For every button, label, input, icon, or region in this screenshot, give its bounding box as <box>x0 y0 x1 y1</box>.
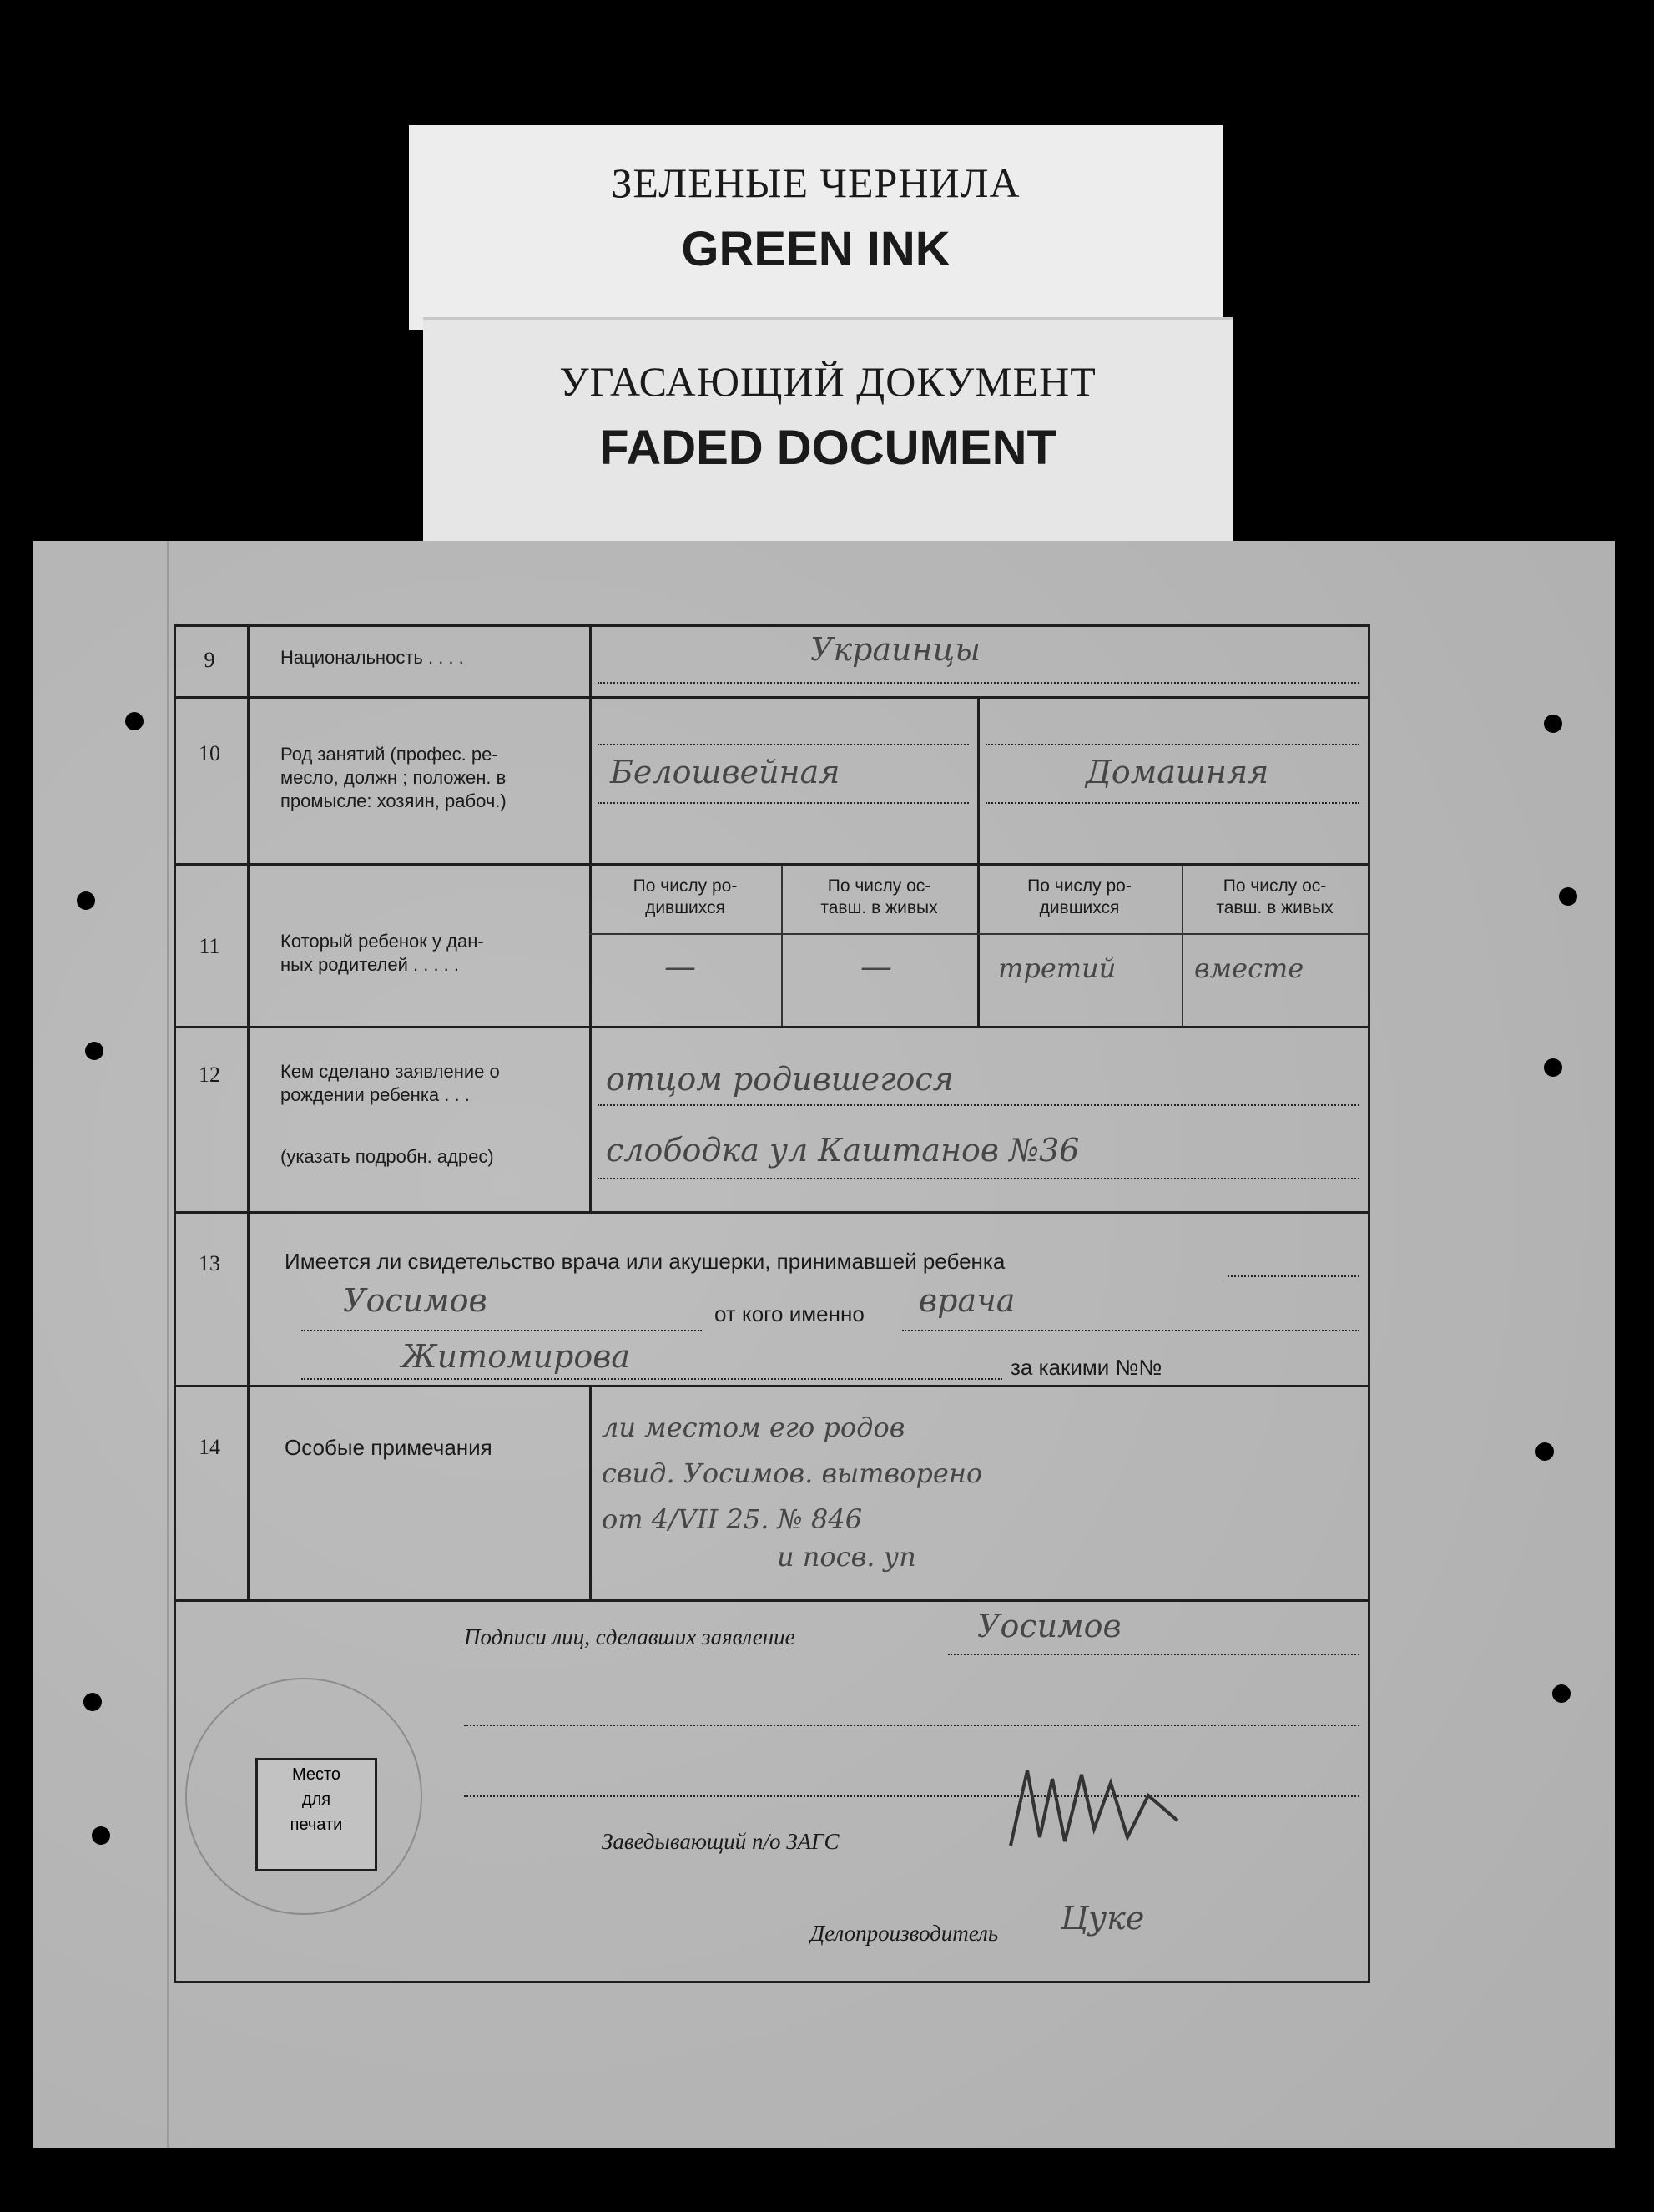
col-header-alive: По числу ос- тавш. в живых <box>820 876 938 917</box>
father-occupation: Белошвейная <box>610 754 840 790</box>
faded-document-label <box>423 317 1233 541</box>
dotted-line <box>301 1378 1002 1380</box>
child-order-label-2: ных родителей . . . . . <box>280 954 460 975</box>
row-divider <box>176 1385 1368 1387</box>
row-number: 9 <box>204 648 215 672</box>
punch-hole <box>1552 1684 1571 1703</box>
green-ink-en: GREEN INK <box>681 222 951 276</box>
occupation-label-2: месло, должн ; положен. в <box>280 767 507 788</box>
green-ink-ru: ЗЕЛЕНЫЕ ЧЕРНИЛА <box>611 159 1021 206</box>
head-signature <box>1002 1745 1194 1871</box>
certificate-answer: Уосимов <box>343 1282 487 1319</box>
dotted-line <box>464 1725 1359 1726</box>
faded-en: FADED DOCUMENT <box>599 421 1056 475</box>
nationality-value: Украинцы <box>810 631 981 668</box>
occupation-label-3: промысле: хозяин, рабоч.) <box>280 790 507 811</box>
stamp-text-2: для <box>301 1790 331 1809</box>
row-divider <box>176 1599 1368 1602</box>
from-whom-value: врача <box>919 1282 1016 1319</box>
address-value: слободка ул Каштанов №36 <box>606 1132 1080 1169</box>
row-divider <box>176 1211 1368 1214</box>
stamp-placeholder-box <box>255 1758 377 1871</box>
punch-hole <box>92 1826 110 1845</box>
row-number: 14 <box>199 1435 220 1459</box>
row-number: 13 <box>199 1251 220 1275</box>
punch-hole <box>125 712 144 730</box>
child-born-value: — <box>664 948 696 985</box>
declarant-label-2: рождении ребенка . . . <box>280 1084 470 1105</box>
punch-hole <box>83 1693 102 1711</box>
col-header-alive: По числу ос- тавш. в живых <box>1216 876 1334 917</box>
col-divider <box>589 1385 592 1599</box>
punch-hole <box>1544 715 1562 733</box>
mother-occupation: Домашняя <box>1086 754 1269 790</box>
row-divider <box>176 1026 1368 1028</box>
certificate-question: Имеется ли свидетельство врача или акушерки, принимавшей ребенка <box>285 1249 1006 1274</box>
declarant-signature: Уосимов <box>977 1608 1122 1644</box>
subheader-divider <box>589 933 1368 935</box>
child-alive-value: — <box>860 948 892 985</box>
child-order-value: третий <box>998 952 1117 984</box>
dotted-line <box>598 1178 1359 1179</box>
signatures-label: Подписи лиц, сделавших заявление <box>464 1624 795 1649</box>
row-number: 12 <box>199 1063 220 1087</box>
notes-line-2: свид. Уосимов. вытворено <box>602 1457 983 1489</box>
notes-line-3: от 4/VII 25. № 846 <box>602 1503 863 1535</box>
declarant-value: отцом родившегося <box>606 1061 954 1098</box>
punch-hole <box>1535 1442 1554 1461</box>
notes-line-4: и посв. уп <box>777 1541 916 1573</box>
dotted-line <box>986 802 1359 804</box>
punch-hole <box>85 1042 103 1060</box>
nationality-label: Национальность . . . . <box>280 647 464 668</box>
dotted-line <box>948 1654 1359 1655</box>
faded-ru: УГАСАЮЩИЙ ДОКУМЕНТ <box>559 358 1097 405</box>
dotted-line <box>1228 1275 1359 1277</box>
row-number: 11 <box>199 934 220 958</box>
dotted-line <box>301 1330 702 1331</box>
col-divider <box>247 627 250 1599</box>
dotted-line <box>598 802 969 804</box>
from-whom-label: от кого именно <box>714 1301 865 1326</box>
clerk-label: Делопроизводитель <box>810 1921 999 1946</box>
child-together-value: вместе <box>1194 952 1304 984</box>
occupation-label-1: Род занятий (профес. ре- <box>280 744 498 765</box>
notes-label: Особые примечания <box>285 1435 492 1460</box>
stamp-text-1: Место <box>291 1765 341 1784</box>
dotted-line <box>902 1330 1359 1331</box>
fold-line <box>167 541 169 2148</box>
numbers-label: за какими №№ <box>1011 1355 1162 1380</box>
row-divider <box>176 863 1368 866</box>
col-header-born: По числу ро- дившихся <box>633 876 738 917</box>
clerk-signature: Цуке <box>1061 1900 1145 1937</box>
dotted-line <box>464 1795 1359 1797</box>
dotted-line <box>598 682 1359 684</box>
green-ink-label <box>409 125 1223 330</box>
col-divider <box>977 696 980 1026</box>
punch-hole <box>1559 887 1577 906</box>
row-divider <box>176 696 1368 699</box>
zags-head-label: Заведывающий п/о ЗАГС <box>602 1829 840 1854</box>
declarant-label-1: Кем сделано заявление о <box>280 1061 500 1082</box>
col-header-born: По числу ро- дившихся <box>1027 876 1132 917</box>
dotted-line <box>598 1104 1359 1106</box>
notes-line-1: ли местом его родов <box>602 1412 905 1443</box>
dotted-line <box>986 744 1359 745</box>
dotted-line <box>598 744 969 745</box>
child-order-label-1: Который ребенок у дан- <box>280 931 484 952</box>
punch-hole <box>1544 1058 1562 1077</box>
row-number: 10 <box>199 741 220 765</box>
punch-hole <box>77 891 95 910</box>
doctor-name: Житомирова <box>401 1338 631 1375</box>
stamp-text-3: печати <box>290 1816 343 1834</box>
address-label: (указать подробн. адрес) <box>280 1146 494 1167</box>
col-divider <box>589 627 592 1211</box>
